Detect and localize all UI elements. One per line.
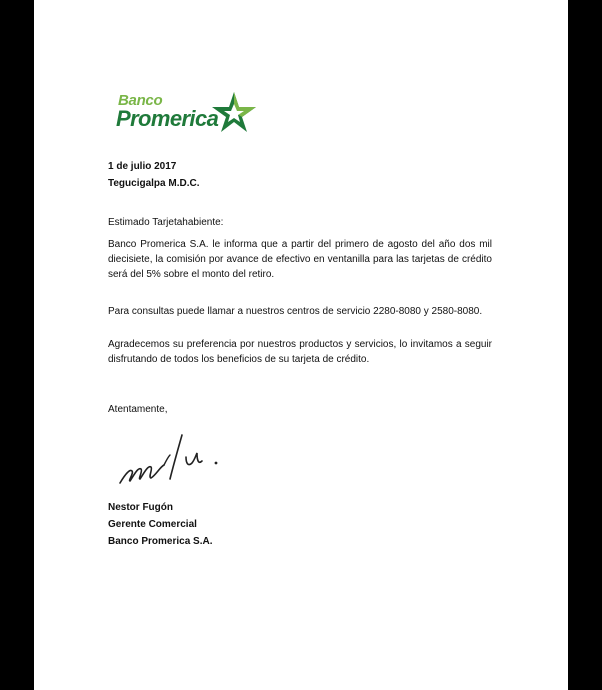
letter-page — [34, 0, 568, 690]
paragraph-contact: Para consultas puede llamar a nuestros centros de servicio 2280-8080 y 2580-8080. — [108, 306, 483, 317]
signer-title: Gerente Comercial — [108, 519, 197, 530]
star-icon — [210, 90, 258, 134]
logo-banco-text: Banco — [118, 92, 163, 109]
signer-company: Banco Promerica S.A. — [108, 536, 213, 547]
paragraph-commission: Banco Promerica S.A. le informa que a partir del primero de agosto del año dos mil diecisiete, la comisión por avance de efectivo en ventanilla para las tarjetas de crédito será del 5% sobre el monto del retiro. — [108, 239, 492, 280]
letter-closing: Atentamente, — [108, 404, 168, 415]
signer-name: Nestor Fugón — [108, 502, 173, 513]
paragraph-thanks: Agradecemos su preferencia por nuestros productos y servicios, lo invitamos a seguir disfrutando de todos los beneficios de su tarjeta de crédito. — [108, 339, 492, 365]
handwritten-signature — [116, 425, 246, 490]
banco-promerica-logo — [114, 90, 294, 140]
letter-place: Tegucigalpa M.D.C. — [108, 178, 200, 189]
letter-date: 1 de julio 2017 — [108, 161, 177, 172]
logo-promerica-text: Promerica — [116, 106, 219, 131]
letter-greeting: Estimado Tarjetahabiente: — [108, 217, 224, 228]
